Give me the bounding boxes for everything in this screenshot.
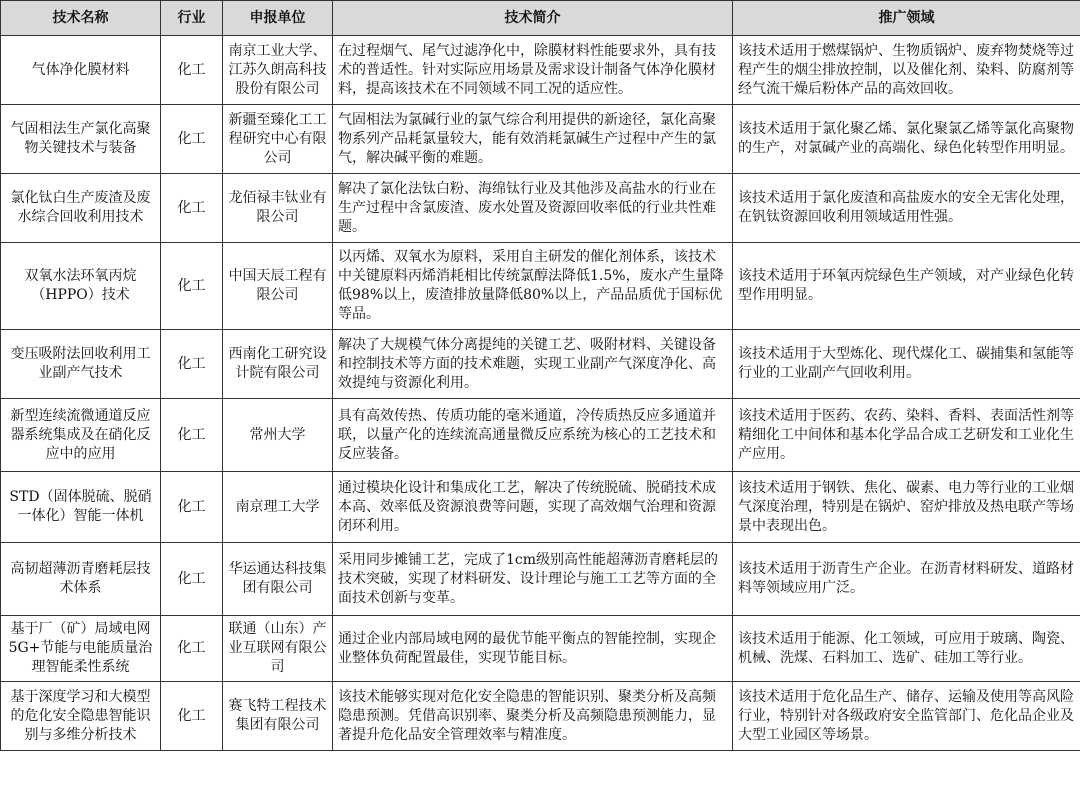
cell-tech-intro: 具有高效传热、传质功能的毫米通道，冷传质热反应多通道并联，以量产化的连续流高通量微反应系统为核心的工艺技术和反应装备。 xyxy=(333,399,733,472)
table-row xyxy=(1,682,1080,751)
table-row xyxy=(1,330,1080,399)
table-row xyxy=(1,243,1080,330)
header-promotion-field: 推广领域 xyxy=(733,1,1080,36)
cell-promotion-field: 该技术适用于危化品生产、储存、运输及使用等高风险行业，特别针对各级政府安全监管部门、危化品企业及大型工业园区等场景。 xyxy=(733,682,1080,751)
cell-promotion-field: 该技术适用于氯化废渣和高盐废水的安全无害化处理，在钒钛资源回收利用领域适用性强。 xyxy=(733,174,1080,243)
cell-applicant-unit: 赛飞特工程技术集团有限公司 xyxy=(223,682,333,751)
header-tech-intro: 技术简介 xyxy=(333,1,733,36)
cell-tech-name: 变压吸附法回收利用工业副产气技术 xyxy=(1,330,161,399)
cell-tech-intro: 通过企业内部局域电网的最优节能平衡点的智能控制，实现企业整体负荷配置最佳，实现节能目标。 xyxy=(333,616,733,682)
cell-industry: 化工 xyxy=(161,36,223,105)
cell-promotion-field: 该技术适用于沥青生产企业。在沥青材料研发、道路材料等领域应用广泛。 xyxy=(733,543,1080,616)
cell-applicant-unit: 西南化工研究设计院有限公司 xyxy=(223,330,333,399)
cell-industry: 化工 xyxy=(161,682,223,751)
cell-applicant-unit: 华运通达科技集团有限公司 xyxy=(223,543,333,616)
cell-industry: 化工 xyxy=(161,243,223,330)
table-row xyxy=(1,36,1080,105)
cell-tech-intro: 通过模块化设计和集成化工艺，解决了传统脱硫、脱硝技术成本高、效率低及资源浪费等问题，实现了高效烟气治理和资源闭环利用。 xyxy=(333,472,733,543)
cell-promotion-field: 该技术适用于环氧丙烷绿色生产领域，对产业绿色化转型作用明显。 xyxy=(733,243,1080,330)
cell-tech-intro: 该技术能够实现对危化安全隐患的智能识别、聚类分析及高频隐患预测。凭借高识别率、聚类分析及高频隐患预测能力，显著提升危化品安全管理效率与精准度。 xyxy=(333,682,733,751)
cell-applicant-unit: 新疆至臻化工工程研究中心有限公司 xyxy=(223,105,333,174)
cell-tech-intro: 在过程烟气、尾气过滤净化中，除膜材料性能要求外，具有技术的普适性。针对实际应用场景及需求设计制备气体净化膜材料，提高该技术在不同领域不同工况的适应性。 xyxy=(333,36,733,105)
cell-applicant-unit: 龙佰禄丰钛业有限公司 xyxy=(223,174,333,243)
cell-promotion-field: 该技术适用于医药、农药、染料、香料、表面活性剂等精细化工中间体和基本化学品合成工艺研发和工业化生产应用。 xyxy=(733,399,1080,472)
table-row xyxy=(1,472,1080,543)
header-tech-name: 技术名称 xyxy=(1,1,161,36)
cell-applicant-unit: 中国天辰工程有限公司 xyxy=(223,243,333,330)
table-row xyxy=(1,105,1080,174)
cell-applicant-unit: 联通（山东）产业互联网有限公司 xyxy=(223,616,333,682)
cell-tech-name: 新型连续流微通道反应器系统集成及在硝化反应中的应用 xyxy=(1,399,161,472)
cell-tech-name: 氯化钛白生产废渣及废水综合回收利用技术 xyxy=(1,174,161,243)
cell-industry: 化工 xyxy=(161,399,223,472)
cell-tech-name: STD（固体脱硫、脱硝一体化）智能一体机 xyxy=(1,472,161,543)
cell-promotion-field: 该技术适用于能源、化工领域，可应用于玻璃、陶瓷、机械、洗煤、石料加工、选矿、硅加工等行业。 xyxy=(733,616,1080,682)
cell-tech-name: 气体净化膜材料 xyxy=(1,36,161,105)
cell-promotion-field: 该技术适用于氯化聚乙烯、氯化聚氯乙烯等氯化高聚物的生产，对氯碱产业的高端化、绿色化转型作用明显。 xyxy=(733,105,1080,174)
cell-promotion-field: 该技术适用于燃煤锅炉、生物质锅炉、废弃物焚烧等过程产生的烟尘排放控制，以及催化剂、染料、防腐剂等经气流干燥后粉体产品的高效回收。 xyxy=(733,36,1080,105)
cell-tech-name: 高韧超薄沥青磨耗层技术体系 xyxy=(1,543,161,616)
cell-promotion-field: 该技术适用于大型炼化、现代煤化工、碳捕集和氢能等行业的工业副产气回收利用。 xyxy=(733,330,1080,399)
cell-industry: 化工 xyxy=(161,105,223,174)
cell-tech-intro: 解决了大规模气体分离提纯的关键工艺、吸附材料、关键设备和控制技术等方面的技术难题，实现工业副产气深度净化、高效提纯与资源化利用。 xyxy=(333,330,733,399)
table-header-row xyxy=(1,1,1080,36)
cell-applicant-unit: 南京理工大学 xyxy=(223,472,333,543)
cell-tech-name: 气固相法生产氯化高聚物关键技术与装备 xyxy=(1,105,161,174)
cell-tech-intro: 气固相法为氯碱行业的氯气综合利用提供的新途径，氯化高聚物系列产品耗氯量较大，能有效消耗氯碱生产过程中产生的氯气，解决碱平衡的难题。 xyxy=(333,105,733,174)
cell-industry: 化工 xyxy=(161,543,223,616)
cell-industry: 化工 xyxy=(161,174,223,243)
table-row xyxy=(1,399,1080,472)
cell-industry: 化工 xyxy=(161,616,223,682)
table-row xyxy=(1,616,1080,682)
cell-tech-name: 基于深度学习和大模型的危化安全隐患智能识别与多维分析技术 xyxy=(1,682,161,751)
cell-promotion-field: 该技术适用于钢铁、焦化、碳素、电力等行业的工业烟气深度治理，特别是在锅炉、窑炉排放及热电联产等场景中表现出色。 xyxy=(733,472,1080,543)
header-industry: 行业 xyxy=(161,1,223,36)
cell-industry: 化工 xyxy=(161,472,223,543)
cell-tech-intro: 以丙烯、双氧水为原料，采用自主研发的催化剂体系，该技术中关键原料丙烯消耗相比传统氯醇法降低1.5%，废水产生量降低98%以上，废渣排放量降低80%以上，产品品质优于国标优等品。 xyxy=(333,243,733,330)
cell-industry: 化工 xyxy=(161,330,223,399)
cell-applicant-unit: 常州大学 xyxy=(223,399,333,472)
cell-applicant-unit: 南京工业大学、江苏久朗高科技股份有限公司 xyxy=(223,36,333,105)
header-applicant-unit: 申报单位 xyxy=(223,1,333,36)
table-row xyxy=(1,174,1080,243)
cell-tech-name: 双氧水法环氧丙烷（HPPO）技术 xyxy=(1,243,161,330)
cell-tech-intro: 采用同步摊铺工艺，完成了1cm级别高性能超薄沥青磨耗层的技术突破，实现了材料研发、设计理论与施工工艺等方面的全面技术创新与变革。 xyxy=(333,543,733,616)
table-row xyxy=(1,543,1080,616)
cell-tech-intro: 解决了氯化法钛白粉、海绵钛行业及其他涉及高盐水的行业在生产过程中含氯废渣、废水处置及资源回收率低的行业共性难题。 xyxy=(333,174,733,243)
cell-tech-name: 基于厂（矿）局域电网5G+节能与电能质量治理智能柔性系统 xyxy=(1,616,161,682)
